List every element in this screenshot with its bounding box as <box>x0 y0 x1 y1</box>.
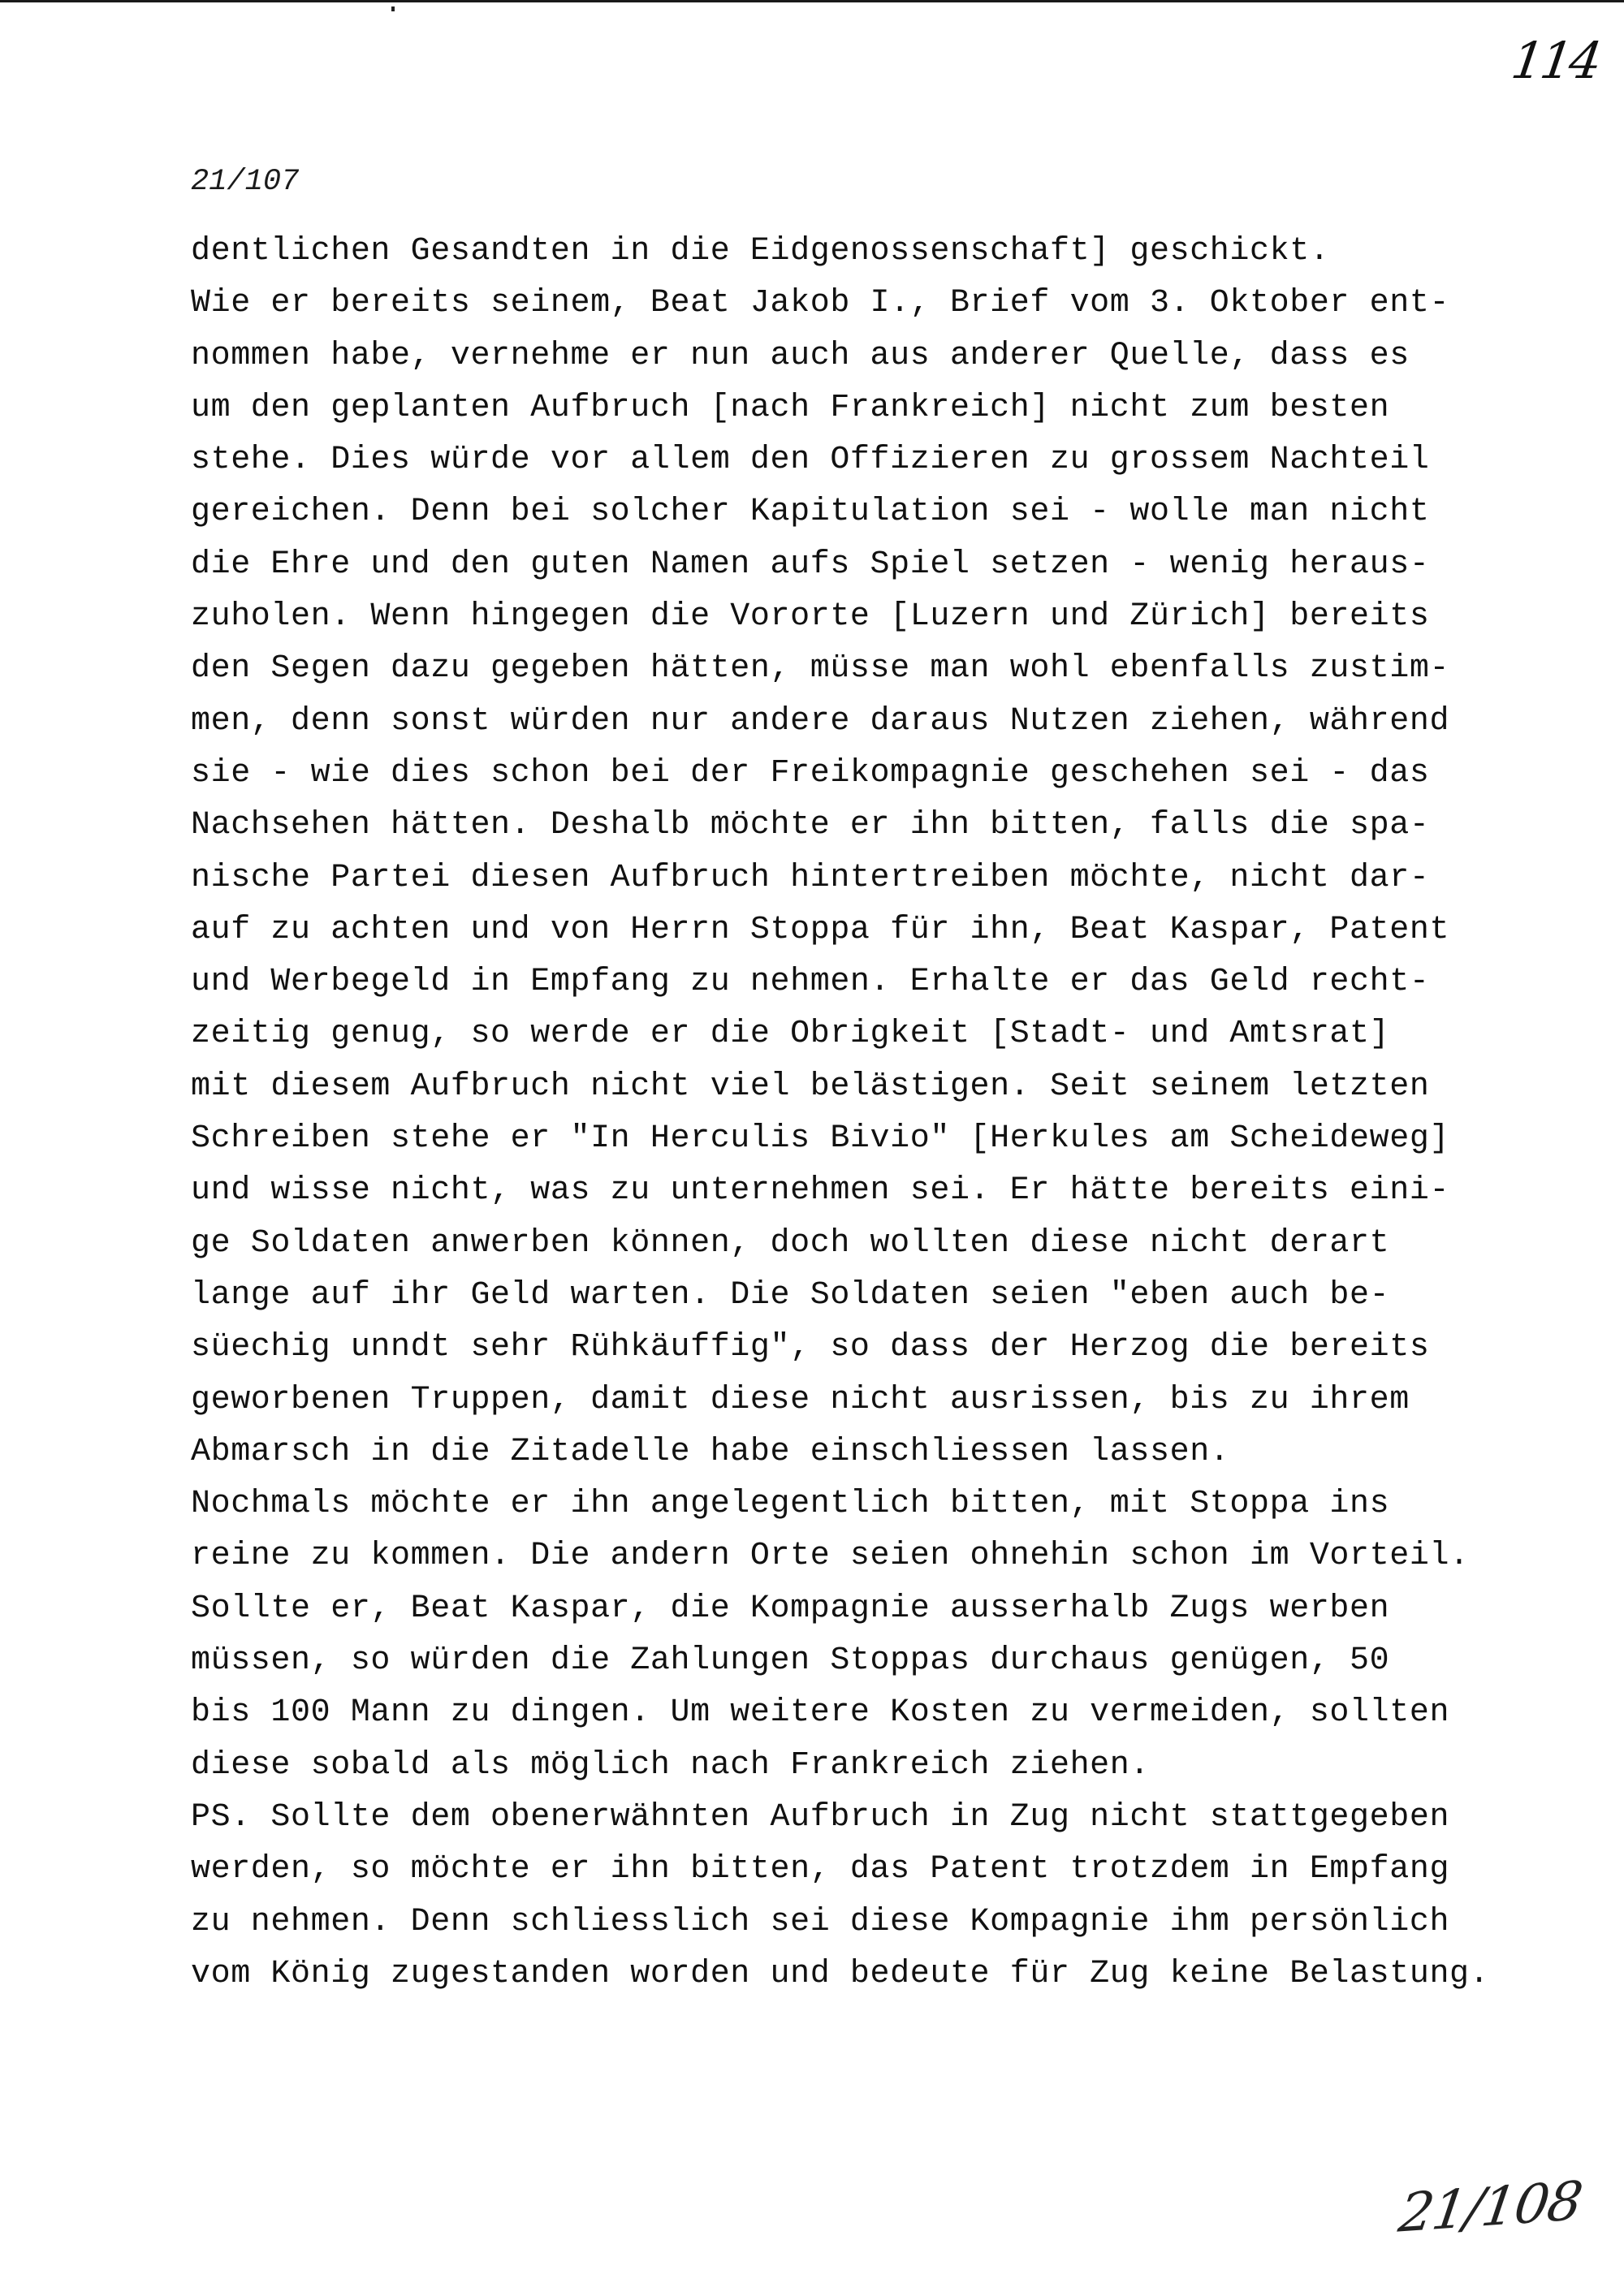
text-line: men, denn sonst würden nur andere daraus Nutzen ziehen, während <box>191 702 1450 740</box>
text-line: nommen habe, vernehme er nun auch aus anderer Quelle, dass es <box>191 337 1410 374</box>
text-line: zuholen. Wenn hingegen die Vororte [Luzern und Zürich] bereits <box>191 598 1430 636</box>
text-line: zu nehmen. Denn schliesslich sei diese Kompagnie ihm persönlich <box>191 1903 1450 1940</box>
text-line: ge Soldaten anwerben können, doch wollten diese nicht derart <box>191 1224 1390 1262</box>
text-line: gereichen. Denn bei solcher Kapitulation sei - wolle man nicht <box>191 494 1430 531</box>
text-line: Sollte er, Beat Kaspar, die Kompagnie ausserhalb Zugs werben <box>191 1590 1390 1627</box>
text-line: stehe. Dies würde vor allem den Offizieren zu grossem Nachteil <box>191 442 1430 479</box>
text-line: müssen, so würden die Zahlungen Stoppas durchaus genügen, 50 <box>191 1642 1390 1680</box>
text-line: dentlichen Gesandten in die Eidgenossenschaft] geschickt. <box>191 233 1330 270</box>
text-line: zeitig genug, so werde er die Obrigkeit [Stadt- und Amtsrat] <box>191 1016 1390 1053</box>
text-line: den Segen dazu gegeben hätten, müsse man wohl ebenfalls zustim- <box>191 650 1450 688</box>
text-line: diese sobald als möglich nach Frankreich ziehen. <box>191 1746 1150 1784</box>
text-line: und wisse nicht, was zu unternehmen sei. Er hätte bereits eini- <box>191 1172 1450 1210</box>
text-line: Schreiben stehe er "In Herculis Bivio" [Herkules am Scheideweg] <box>191 1120 1450 1158</box>
text-line: sie - wie dies schon bei der Freikompagnie geschehen sei - das <box>191 754 1430 792</box>
handwritten-folio-number: 114 <box>1507 31 1603 90</box>
text-line: um den geplanten Aufbruch [nach Frankreich] nicht zum besten <box>191 389 1390 426</box>
text-line: reine zu kommen. Die andern Orte seien ohnehin schon im Vorteil. <box>191 1538 1470 1575</box>
text-line: Abmarsch in die Zitadelle habe einschliessen lassen. <box>191 1433 1230 1470</box>
handwritten-bottom-reference: 21/108 <box>1395 2169 1586 2245</box>
text-line: mit diesem Aufbruch nicht viel belästigen. Seit seinem letzten <box>191 1068 1430 1105</box>
text-line: Wie er bereits seinem, Beat Jakob I., Brief vom 3. Oktober ent- <box>191 285 1450 322</box>
text-line: nische Partei diesen Aufbruch hintertreiben möchte, nicht dar- <box>191 859 1430 896</box>
text-line: Nochmals möchte er ihn angelegentlich bitten, mit Stoppa ins <box>191 1486 1390 1523</box>
top-border-line <box>0 0 1624 2</box>
text-line: auf zu achten und von Herrn Stoppa für ihn, Beat Kaspar, Patent <box>191 911 1450 948</box>
text-line: und Werbegeld in Empfang zu nehmen. Erhalte er das Geld recht- <box>191 964 1430 1001</box>
text-line: PS. Sollte dem obenerwähnten Aufbruch in Zug nicht stattgegeben <box>191 1798 1450 1836</box>
text-line: vom König zugestanden worden und bedeute für Zug keine Belastung. <box>191 1955 1490 1992</box>
text-line: die Ehre und den guten Namen aufs Spiel setzen - wenig heraus- <box>191 546 1430 583</box>
body-text <box>191 226 1506 2000</box>
text-line: bis 100 Mann zu dingen. Um weitere Kosten zu vermeiden, sollten <box>191 1694 1450 1732</box>
text-line: süechig unndt sehr Rühkäuffig", so dass der Herzog die bereits <box>191 1329 1430 1366</box>
text-line: geworbenen Truppen, damit diese nicht ausrissen, bis zu ihrem <box>191 1381 1410 1418</box>
top-ink-mark <box>391 6 395 11</box>
text-line: werden, so möchte er ihn bitten, das Patent trotzdem in Empfang <box>191 1851 1450 1888</box>
page-reference: 21/107 <box>191 165 300 199</box>
text-line: lange auf ihr Geld warten. Die Soldaten seien "eben auch be- <box>191 1276 1390 1314</box>
text-line: Nachsehen hätten. Deshalb möchte er ihn bitten, falls die spa- <box>191 807 1430 844</box>
